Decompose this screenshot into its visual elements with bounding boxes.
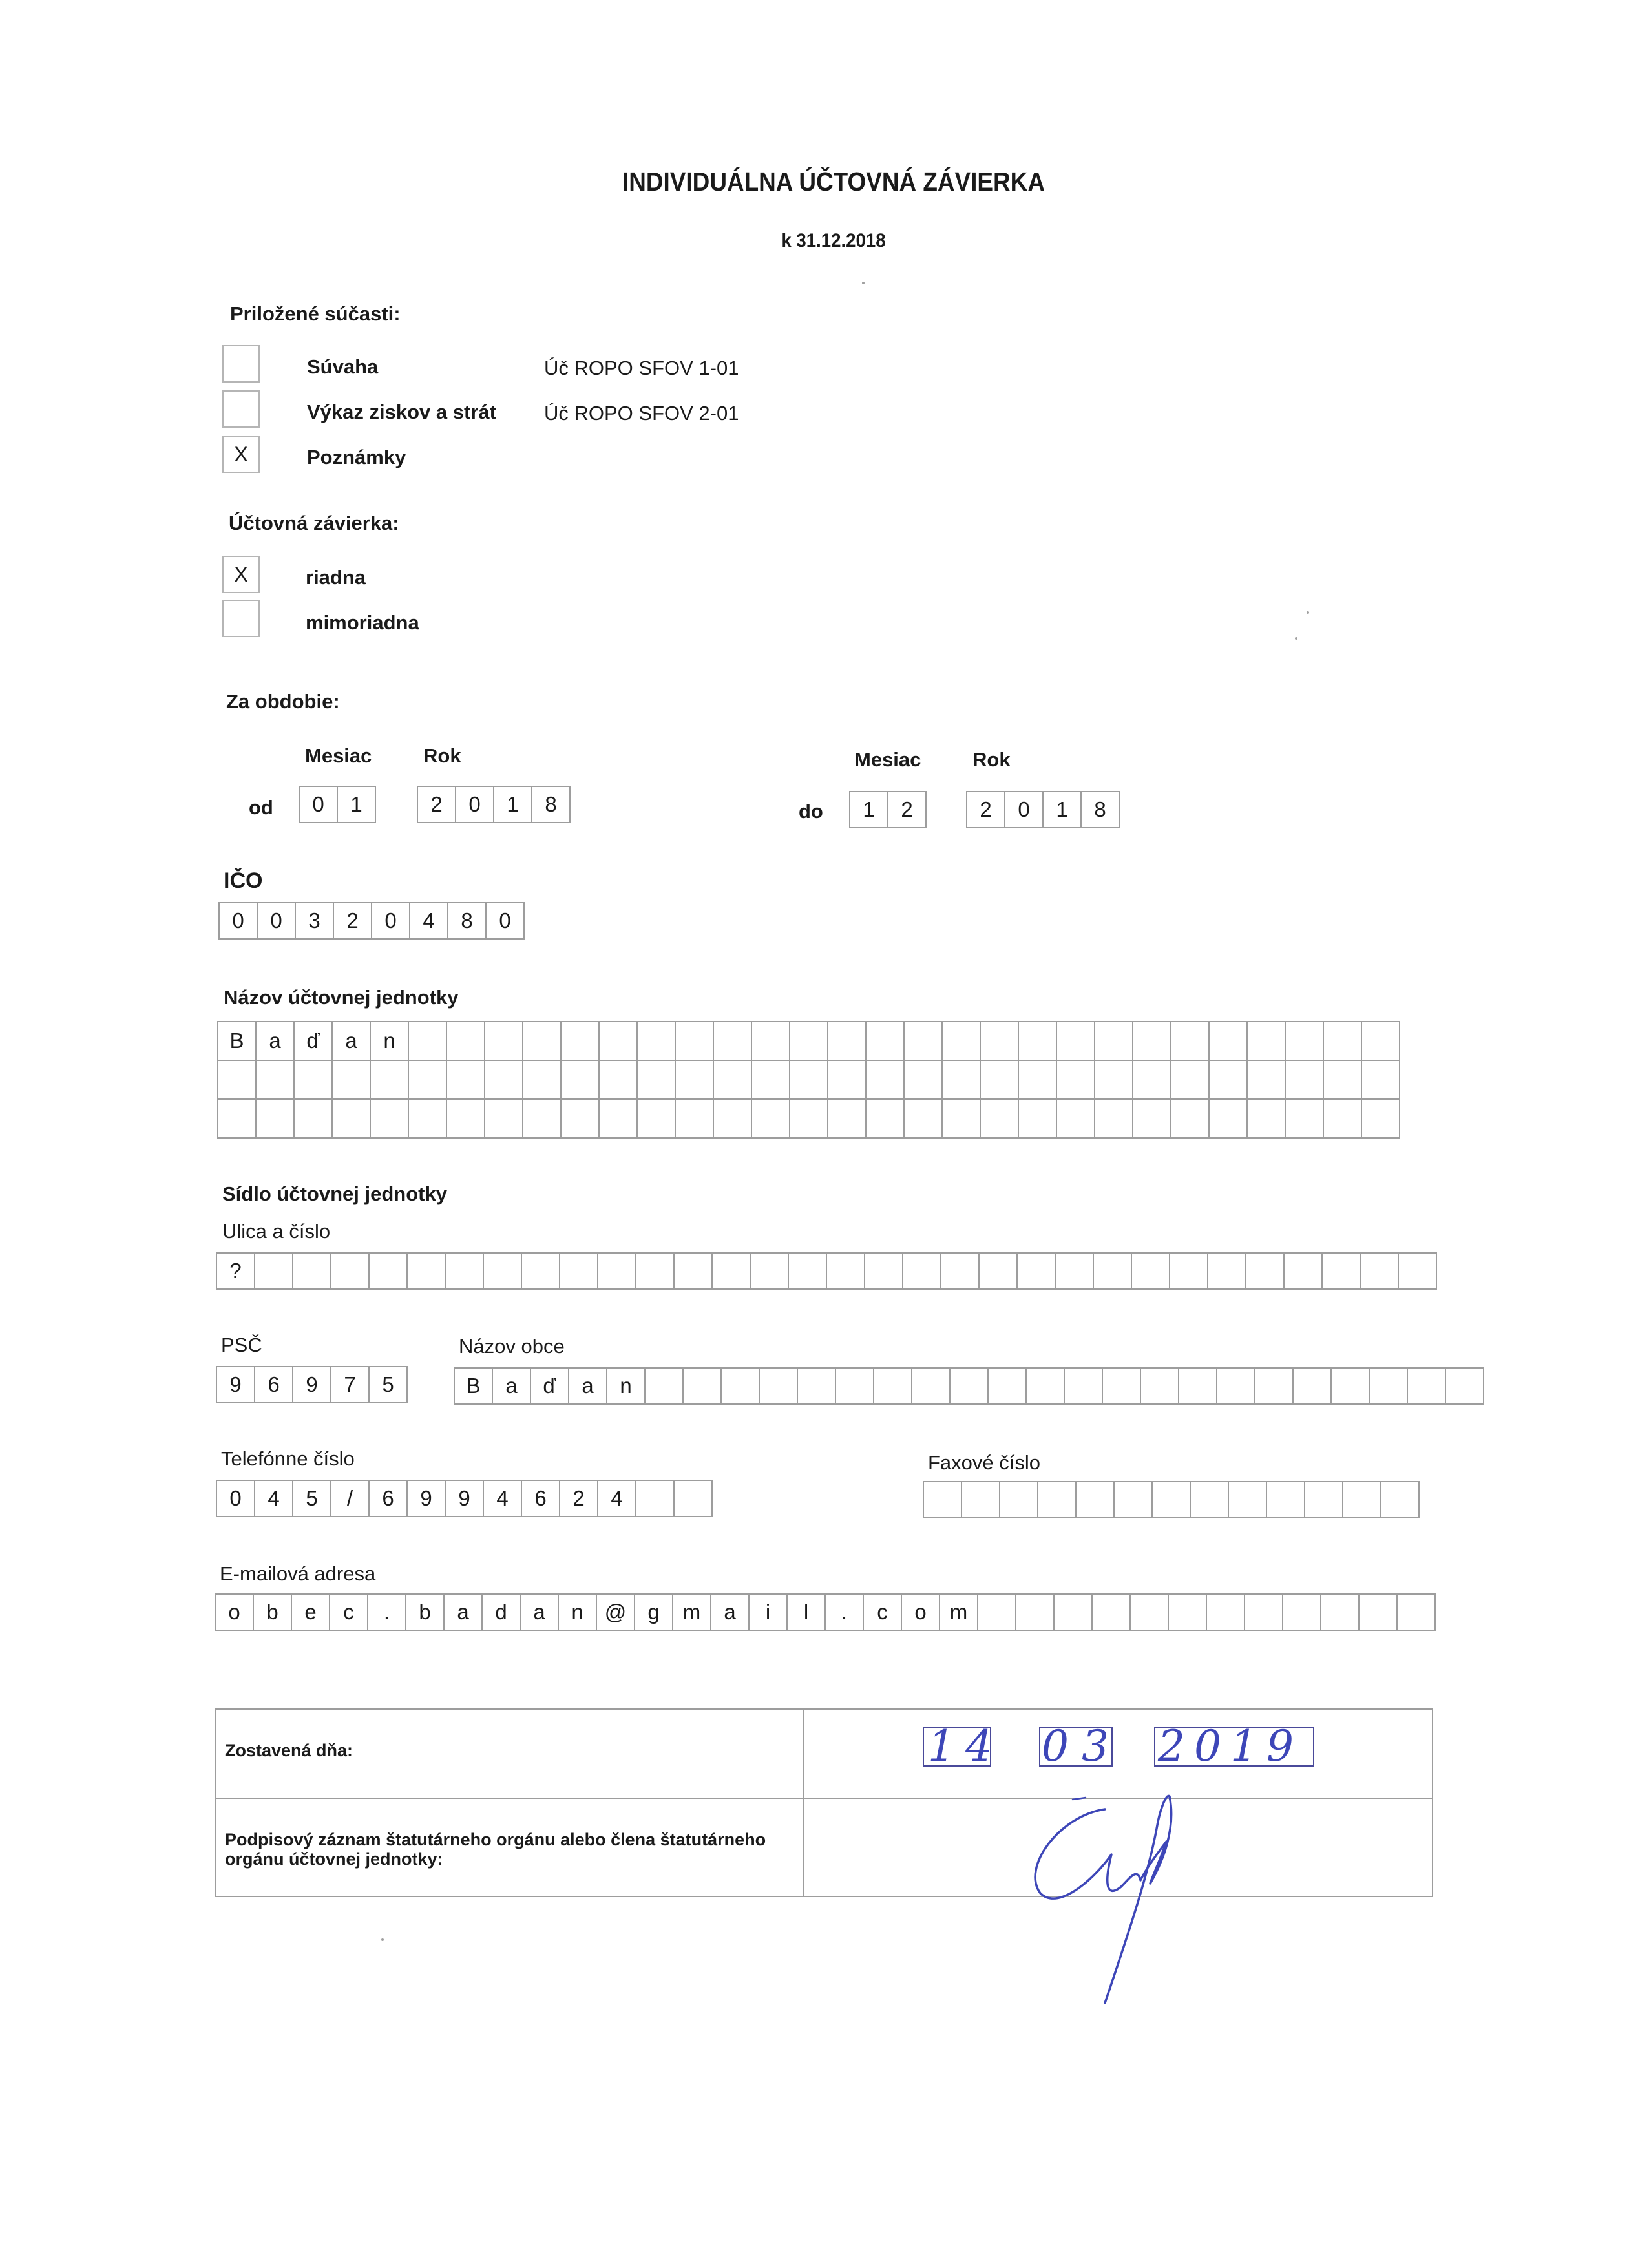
digit-cell: 1 <box>849 791 888 828</box>
char-cell: 4 <box>254 1480 293 1517</box>
char-cell <box>406 1252 446 1290</box>
char-cell <box>1228 1481 1267 1518</box>
char-cell <box>1285 1060 1324 1100</box>
char-cell <box>522 1060 562 1100</box>
statement-label-extraordinary: mimoriadna <box>306 611 419 634</box>
char-cell <box>865 1098 905 1139</box>
char-cell <box>789 1021 828 1061</box>
char-cell <box>980 1060 1019 1100</box>
char-cell: n <box>370 1021 409 1061</box>
char-cell: 6 <box>254 1366 293 1403</box>
char-cell <box>902 1252 941 1290</box>
char-cell: 4 <box>483 1480 522 1517</box>
char-cell: @ <box>596 1593 635 1631</box>
char-cell <box>1285 1098 1324 1139</box>
char-cell <box>827 1021 867 1061</box>
scan-speck <box>1295 637 1297 640</box>
phone-label: Telefónne číslo <box>221 1447 355 1470</box>
char-cell <box>1131 1252 1170 1290</box>
char-cell <box>1208 1060 1248 1100</box>
char-cell <box>559 1252 598 1290</box>
char-cell: a <box>710 1593 750 1631</box>
char-cell <box>446 1098 485 1139</box>
char-cell <box>789 1098 828 1139</box>
char-cell: ď <box>530 1367 569 1405</box>
digit-cell: 8 <box>1080 791 1120 828</box>
char-cell: m <box>939 1593 978 1631</box>
char-cell <box>1053 1593 1093 1631</box>
street-label: Ulica a číslo <box>222 1220 331 1243</box>
char-cell <box>598 1060 638 1100</box>
char-cell <box>941 1021 981 1061</box>
char-cell: a <box>331 1021 371 1061</box>
char-cell: c <box>863 1593 902 1631</box>
signature-label: Podpisový záznam štatutárneho orgánu alebo člena štatutárneho orgánu účtovnej jednotky: <box>225 1830 766 1869</box>
digit-cell: 2 <box>333 902 372 940</box>
to-month-field[interactable] <box>849 791 927 828</box>
char-cell <box>446 1021 485 1061</box>
char-cell <box>903 1060 943 1100</box>
char-cell <box>1064 1367 1103 1405</box>
char-cell <box>1342 1481 1381 1518</box>
char-cell <box>903 1098 943 1139</box>
char-cell <box>644 1367 684 1405</box>
to-label: do <box>799 800 823 823</box>
scan-speck <box>862 282 865 284</box>
digit-cell: 8 <box>531 786 571 823</box>
char-cell <box>1445 1367 1484 1405</box>
char-cell <box>1094 1060 1133 1100</box>
char-cell <box>408 1021 447 1061</box>
char-cell <box>1361 1098 1400 1139</box>
char-cell <box>864 1252 903 1290</box>
char-cell <box>961 1481 1000 1518</box>
char-cell: 9 <box>406 1480 446 1517</box>
char-cell <box>293 1098 333 1139</box>
char-cell: 6 <box>521 1480 560 1517</box>
char-cell <box>1245 1252 1285 1290</box>
char-cell <box>827 1060 867 1100</box>
char-cell <box>408 1060 447 1100</box>
char-cell <box>484 1060 523 1100</box>
char-cell <box>598 1021 638 1061</box>
statement-checkbox-regular[interactable]: X <box>222 556 260 593</box>
char-cell <box>1132 1098 1171 1139</box>
char-cell <box>826 1252 865 1290</box>
char-cell <box>1056 1060 1095 1100</box>
entity-name-label: Názov účtovnej jednotky <box>224 986 459 1009</box>
char-cell <box>1170 1098 1210 1139</box>
char-cell: l <box>786 1593 826 1631</box>
char-cell <box>1320 1593 1360 1631</box>
char-cell <box>255 1098 295 1139</box>
street-field[interactable] <box>216 1252 1437 1290</box>
char-cell <box>1170 1060 1210 1100</box>
char-cell <box>940 1252 980 1290</box>
char-cell <box>1015 1593 1055 1631</box>
fax-field[interactable] <box>923 1481 1420 1518</box>
to-year-label: Rok <box>972 748 1011 771</box>
char-cell: o <box>215 1593 254 1631</box>
char-cell <box>1178 1367 1217 1405</box>
char-cell <box>941 1060 981 1100</box>
char-cell: c <box>329 1593 368 1631</box>
char-cell: ? <box>216 1252 255 1290</box>
char-cell: 2 <box>559 1480 598 1517</box>
char-cell <box>682 1367 722 1405</box>
char-cell <box>1396 1593 1436 1631</box>
char-cell <box>1380 1481 1420 1518</box>
email-field[interactable] <box>215 1593 1436 1631</box>
digit-cell: 2 <box>887 791 927 828</box>
char-cell <box>1016 1252 1056 1290</box>
char-cell <box>673 1252 713 1290</box>
char-cell <box>1102 1367 1141 1405</box>
char-cell <box>1170 1021 1210 1061</box>
char-cell <box>1304 1481 1343 1518</box>
char-cell <box>865 1021 905 1061</box>
town-label: Názov obce <box>459 1335 565 1358</box>
char-cell <box>254 1252 293 1290</box>
digit-cell: 1 <box>337 786 376 823</box>
from-year-field[interactable] <box>417 786 571 823</box>
char-cell <box>1246 1098 1286 1139</box>
char-cell <box>835 1367 874 1405</box>
char-cell <box>635 1480 675 1517</box>
char-cell <box>1407 1367 1446 1405</box>
char-cell <box>1056 1021 1095 1061</box>
char-cell <box>1018 1021 1057 1061</box>
char-cell <box>711 1252 751 1290</box>
char-cell <box>675 1060 714 1100</box>
char-cell <box>751 1098 790 1139</box>
compiled-label: Zostavená dňa: <box>225 1741 353 1760</box>
digit-cell: 0 <box>485 902 525 940</box>
char-cell <box>949 1367 989 1405</box>
char-cell <box>597 1252 636 1290</box>
char-cell <box>636 1098 676 1139</box>
from-month-label: Mesiac <box>305 744 372 767</box>
char-cell <box>598 1098 638 1139</box>
char-cell <box>217 1060 257 1100</box>
digit-cell: 2 <box>417 786 456 823</box>
char-cell <box>797 1367 836 1405</box>
town-field[interactable] <box>454 1367 1484 1405</box>
char-cell <box>1246 1060 1286 1100</box>
char-cell <box>980 1021 1019 1061</box>
char-cell <box>331 1098 371 1139</box>
char-cell: . <box>824 1593 864 1631</box>
char-cell <box>750 1252 789 1290</box>
char-cell <box>713 1098 752 1139</box>
char-cell <box>370 1098 409 1139</box>
char-cell <box>1283 1252 1323 1290</box>
ico-field[interactable] <box>218 902 525 940</box>
char-cell <box>1075 1481 1115 1518</box>
char-cell: n <box>558 1593 597 1631</box>
email-label: E-mailová adresa <box>220 1562 376 1585</box>
char-cell: B <box>217 1021 257 1061</box>
char-cell: 6 <box>368 1480 408 1517</box>
digit-cell: 1 <box>493 786 532 823</box>
char-cell <box>789 1060 828 1100</box>
char-cell <box>1323 1098 1362 1139</box>
statement-label-regular: riadna <box>306 566 366 589</box>
char-cell <box>1292 1367 1332 1405</box>
char-cell <box>1055 1252 1094 1290</box>
to-year-field[interactable] <box>966 791 1120 828</box>
char-cell <box>1244 1593 1283 1631</box>
char-cell <box>636 1060 676 1100</box>
digit-cell: 0 <box>299 786 338 823</box>
char-cell <box>751 1060 790 1100</box>
char-cell: i <box>748 1593 788 1631</box>
char-cell <box>713 1060 752 1100</box>
char-cell: a <box>520 1593 559 1631</box>
char-cell <box>759 1367 798 1405</box>
char-cell <box>636 1021 676 1061</box>
char-cell: a <box>255 1021 295 1061</box>
from-month-field[interactable] <box>299 786 376 823</box>
char-cell <box>1208 1098 1248 1139</box>
char-cell: B <box>454 1367 493 1405</box>
char-cell <box>978 1252 1018 1290</box>
char-cell <box>1398 1252 1437 1290</box>
handwritten-signature <box>1008 1790 1202 2010</box>
digit-cell: 0 <box>218 902 258 940</box>
digit-cell: 1 <box>1042 791 1082 828</box>
char-cell: o <box>901 1593 940 1631</box>
char-cell <box>903 1021 943 1061</box>
char-cell <box>1037 1481 1077 1518</box>
char-cell: e <box>291 1593 330 1631</box>
char-cell <box>987 1367 1027 1405</box>
attachment-code-balance: Úč ROPO SFOV 1-01 <box>544 357 739 379</box>
char-cell <box>911 1367 951 1405</box>
char-cell <box>408 1098 447 1139</box>
char-cell: a <box>443 1593 483 1631</box>
char-cell <box>999 1481 1038 1518</box>
period-heading: Za obdobie: <box>226 690 340 713</box>
char-cell <box>713 1021 752 1061</box>
digit-cell: 0 <box>257 902 296 940</box>
char-cell <box>1285 1021 1324 1061</box>
char-cell <box>675 1021 714 1061</box>
statement-checkbox-extraordinary[interactable] <box>222 600 260 637</box>
char-cell: 9 <box>445 1480 484 1517</box>
char-cell <box>292 1252 331 1290</box>
char-cell <box>1323 1021 1362 1061</box>
char-cell: 7 <box>330 1366 370 1403</box>
char-cell <box>635 1252 675 1290</box>
digit-cell: 0 <box>1004 791 1044 828</box>
attachments-heading: Priložené súčasti: <box>230 302 401 325</box>
char-cell <box>1254 1367 1294 1405</box>
char-cell: b <box>405 1593 445 1631</box>
char-cell <box>483 1252 522 1290</box>
entity-name-field[interactable] <box>217 1021 1400 1139</box>
char-cell: ď <box>293 1021 333 1061</box>
char-cell <box>873 1367 912 1405</box>
scan-speck <box>1307 611 1309 614</box>
char-cell <box>751 1021 790 1061</box>
char-cell <box>1056 1098 1095 1139</box>
report-date: k 31.12.2018 <box>781 230 886 251</box>
attachment-label-balance: Súvaha <box>307 355 379 378</box>
char-cell <box>1093 1252 1132 1290</box>
char-cell: 5 <box>292 1480 331 1517</box>
digit-cell: 3 <box>295 902 334 940</box>
char-cell <box>445 1252 484 1290</box>
char-cell <box>1094 1098 1133 1139</box>
char-cell <box>1168 1593 1207 1631</box>
attachment-label-income: Výkaz ziskov a strát <box>307 401 496 423</box>
scan-speck <box>381 1938 384 1941</box>
char-cell <box>788 1252 827 1290</box>
char-cell <box>1323 1060 1362 1100</box>
char-cell <box>560 1098 600 1139</box>
statement-type-heading: Účtovná závierka: <box>229 512 399 534</box>
char-cell <box>1091 1593 1131 1631</box>
char-cell: a <box>492 1367 531 1405</box>
char-cell <box>446 1060 485 1100</box>
compiled-month: 03 <box>1042 1721 1122 1771</box>
char-cell: m <box>672 1593 711 1631</box>
char-cell <box>521 1252 560 1290</box>
address-heading: Sídlo účtovnej jednotky <box>222 1182 447 1205</box>
char-cell <box>720 1367 760 1405</box>
char-cell <box>1094 1021 1133 1061</box>
char-cell <box>368 1252 408 1290</box>
to-month-label: Mesiac <box>854 748 921 771</box>
digit-cell: 0 <box>455 786 494 823</box>
digit-cell: 2 <box>966 791 1005 828</box>
char-cell <box>827 1098 867 1139</box>
attachment-checkbox-notes[interactable]: X <box>222 436 260 473</box>
attachment-label-notes: Poznámky <box>307 446 406 468</box>
char-cell: 0 <box>216 1480 255 1517</box>
char-cell <box>1169 1252 1208 1290</box>
ico-label: IČO <box>224 868 263 893</box>
phone-field[interactable] <box>216 1480 713 1517</box>
char-cell: . <box>367 1593 406 1631</box>
char-cell <box>331 1060 371 1100</box>
char-cell <box>1369 1367 1408 1405</box>
char-cell <box>941 1098 981 1139</box>
char-cell <box>865 1060 905 1100</box>
char-cell <box>1216 1367 1255 1405</box>
char-cell <box>1208 1021 1248 1061</box>
char-cell <box>1282 1593 1321 1631</box>
char-cell: d <box>481 1593 521 1631</box>
fax-label: Faxové číslo <box>928 1451 1041 1474</box>
char-cell <box>1330 1367 1370 1405</box>
compiled-day: 14 <box>928 1721 1003 1771</box>
char-cell: n <box>606 1367 646 1405</box>
char-cell <box>370 1060 409 1100</box>
char-cell <box>522 1098 562 1139</box>
char-cell <box>1140 1367 1179 1405</box>
char-cell <box>1151 1481 1191 1518</box>
char-cell <box>1361 1021 1400 1061</box>
char-cell <box>1129 1593 1169 1631</box>
char-cell <box>673 1480 713 1517</box>
char-cell <box>1206 1593 1245 1631</box>
char-cell: 5 <box>368 1366 408 1403</box>
char-cell <box>1358 1593 1398 1631</box>
char-cell <box>217 1098 257 1139</box>
char-cell <box>484 1021 523 1061</box>
char-cell <box>1132 1021 1171 1061</box>
char-cell: / <box>330 1480 370 1517</box>
char-cell <box>1113 1481 1153 1518</box>
char-cell <box>255 1060 295 1100</box>
char-cell: 9 <box>216 1366 255 1403</box>
digit-cell: 4 <box>409 902 448 940</box>
char-cell <box>293 1060 333 1100</box>
from-year-label: Rok <box>423 744 461 767</box>
char-cell <box>675 1098 714 1139</box>
char-cell <box>560 1021 600 1061</box>
char-cell <box>522 1021 562 1061</box>
char-cell <box>1018 1098 1057 1139</box>
attachment-checkbox-balance[interactable] <box>222 345 260 383</box>
attachment-checkbox-income[interactable] <box>222 390 260 428</box>
char-cell <box>1132 1060 1171 1100</box>
char-cell <box>1246 1021 1286 1061</box>
char-cell <box>1025 1367 1065 1405</box>
digit-cell: 8 <box>447 902 487 940</box>
char-cell <box>484 1098 523 1139</box>
char-cell: g <box>634 1593 673 1631</box>
char-cell <box>977 1593 1016 1631</box>
zip-label: PSČ <box>221 1334 262 1356</box>
char-cell <box>1190 1481 1229 1518</box>
char-cell <box>1207 1252 1246 1290</box>
char-cell <box>1266 1481 1305 1518</box>
char-cell <box>1018 1060 1057 1100</box>
char-cell <box>330 1252 370 1290</box>
from-label: od <box>249 796 273 819</box>
char-cell <box>980 1098 1019 1139</box>
char-cell <box>1361 1060 1400 1100</box>
zip-field[interactable] <box>216 1366 408 1403</box>
char-cell <box>1321 1252 1361 1290</box>
char-cell <box>1360 1252 1399 1290</box>
page-title: INDIVIDUÁLNA ÚČTOVNÁ ZÁVIERKA <box>622 167 1045 196</box>
char-cell: 4 <box>597 1480 636 1517</box>
compiled-year: 2019 <box>1158 1721 1303 1771</box>
digit-cell: 0 <box>371 902 410 940</box>
char-cell: 9 <box>292 1366 331 1403</box>
char-cell <box>560 1060 600 1100</box>
char-cell: a <box>568 1367 607 1405</box>
attachment-code-income: Úč ROPO SFOV 2-01 <box>544 402 739 425</box>
char-cell: b <box>253 1593 292 1631</box>
char-cell <box>923 1481 962 1518</box>
